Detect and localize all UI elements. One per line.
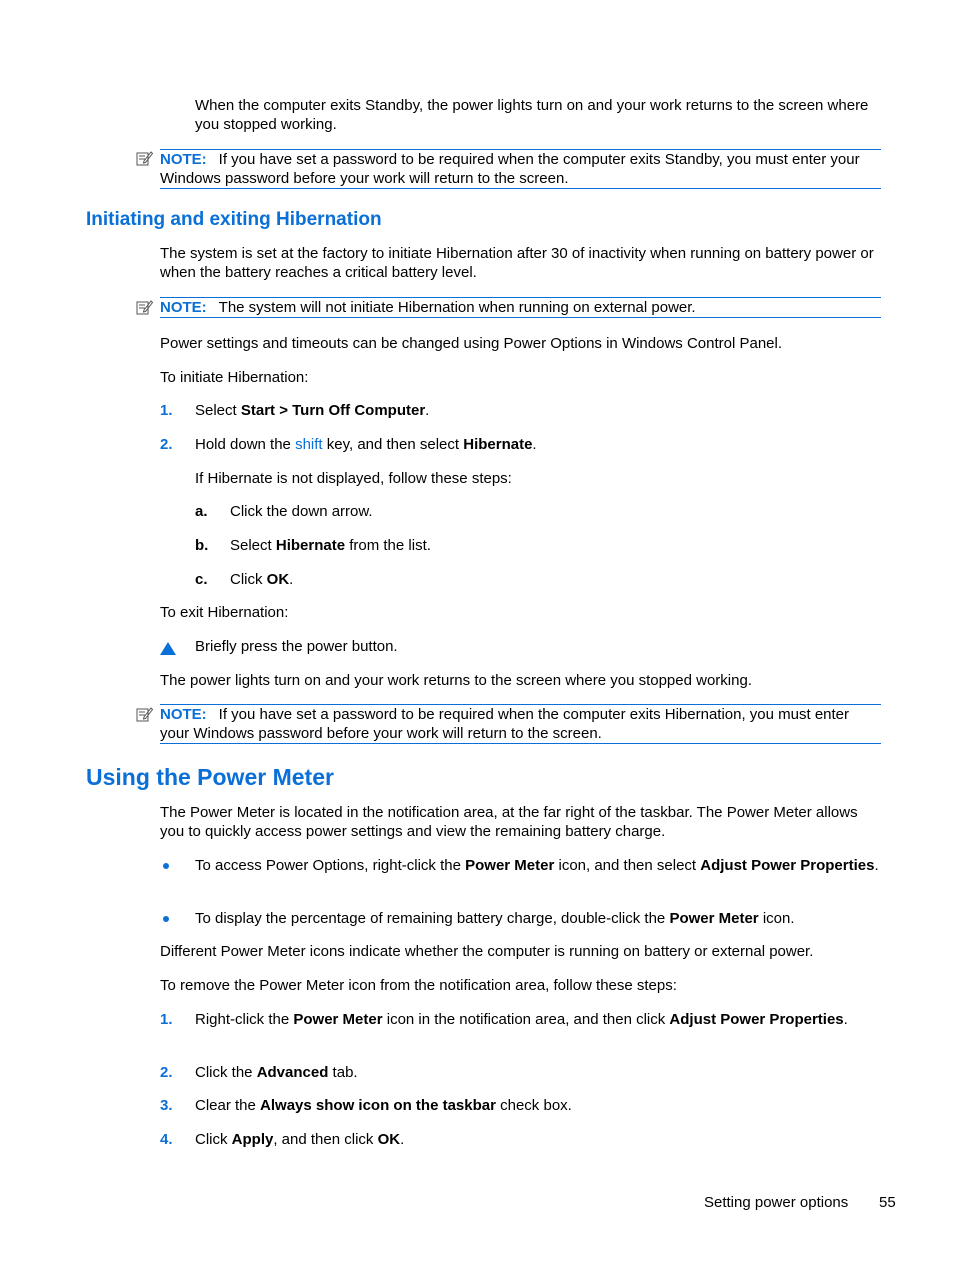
step-number: 1. bbox=[160, 402, 173, 419]
step-text: Hold down the shift key, and then select Hibernate. bbox=[195, 436, 537, 453]
triangle-step-icon bbox=[160, 642, 176, 655]
step-number: 3. bbox=[160, 1097, 173, 1114]
note-label: NOTE: bbox=[160, 706, 207, 723]
bullet-text: To display the percentage of remaining battery charge, double-click the Power Meter icon. bbox=[195, 910, 795, 927]
intro-paragraph: When the computer exits Standby, the power lights turn on and your work returns to the screen where you stopped working. bbox=[195, 97, 869, 133]
note-label: NOTE: bbox=[160, 151, 207, 168]
bullet-icon bbox=[163, 863, 169, 869]
paragraph: To remove the Power Meter icon from the notification area, follow these steps: bbox=[160, 977, 677, 994]
bullet-text: To access Power Options, right-click the Power Meter icon, and then select Adjust Power Properties. bbox=[195, 857, 879, 874]
step-number: 2. bbox=[160, 436, 173, 453]
note-box-standby bbox=[160, 149, 881, 189]
substep-letter: a. bbox=[195, 503, 208, 520]
substep-text: Click OK. bbox=[230, 571, 294, 588]
section-heading-power-meter: Using the Power Meter bbox=[86, 764, 334, 790]
substep-letter: b. bbox=[195, 537, 209, 554]
step-text: Clear the Always show icon on the taskbar check box. bbox=[195, 1097, 572, 1114]
note-pencil-icon bbox=[136, 706, 153, 723]
paragraph: The Power Meter is located in the notification area, at the far right of the taskbar. The Power Meter allows you to quickly access power settings and view the remaining battery charge. bbox=[160, 804, 858, 840]
step-number: 1. bbox=[160, 1011, 173, 1028]
substep-text: Select Hibernate from the list. bbox=[230, 537, 431, 554]
note-box-hibernation bbox=[160, 704, 881, 744]
note-box-external-power bbox=[160, 297, 881, 318]
step-text: Right-click the Power Meter icon in the notification area, and then click Adjust Power Properties. bbox=[195, 1011, 848, 1028]
note-text: The system will not initiate Hibernation when running on external power. bbox=[218, 299, 696, 316]
substep-letter: c. bbox=[195, 571, 208, 588]
step-text: Select Start > Turn Off Computer. bbox=[195, 402, 430, 419]
paragraph: Different Power Meter icons indicate whether the computer is running on battery or external power. bbox=[160, 943, 814, 960]
bullet-icon bbox=[163, 916, 169, 922]
note-text: If you have set a password to be required when the computer exits Standby, you must enter your Windows password before your work will return to the screen. bbox=[160, 151, 860, 187]
paragraph: The system is set at the factory to initiate Hibernation after 30 of inactivity when running on battery power or when the battery reaches a critical battery level. bbox=[160, 245, 874, 281]
paragraph: If Hibernate is not displayed, follow these steps: bbox=[195, 470, 512, 487]
paragraph: To exit Hibernation: bbox=[160, 604, 289, 621]
note-pencil-icon bbox=[136, 299, 153, 316]
shift-key-label: shift bbox=[295, 436, 323, 453]
paragraph: To initiate Hibernation: bbox=[160, 369, 309, 386]
note-text: If you have set a password to be required when the computer exits Hibernation, you must enter your Windows password before your work will return to the screen. bbox=[160, 706, 850, 742]
step-number: 2. bbox=[160, 1064, 173, 1081]
note-pencil-icon bbox=[136, 150, 153, 167]
paragraph: Power settings and timeouts can be changed using Power Options in Windows Control Panel. bbox=[160, 335, 783, 352]
step-text: Briefly press the power button. bbox=[195, 638, 398, 655]
footer-section-title: Setting power options bbox=[704, 1194, 849, 1211]
step-number: 4. bbox=[160, 1131, 173, 1148]
step-text: Click Apply, and then click OK. bbox=[195, 1131, 405, 1148]
step-text: Click the Advanced tab. bbox=[195, 1064, 358, 1081]
paragraph: The power lights turn on and your work returns to the screen where you stopped working. bbox=[160, 672, 752, 689]
substep-text: Click the down arrow. bbox=[230, 503, 373, 520]
page-number: 55 bbox=[879, 1194, 896, 1211]
section-heading-hibernation: Initiating and exiting Hibernation bbox=[86, 209, 382, 230]
note-label: NOTE: bbox=[160, 299, 207, 316]
